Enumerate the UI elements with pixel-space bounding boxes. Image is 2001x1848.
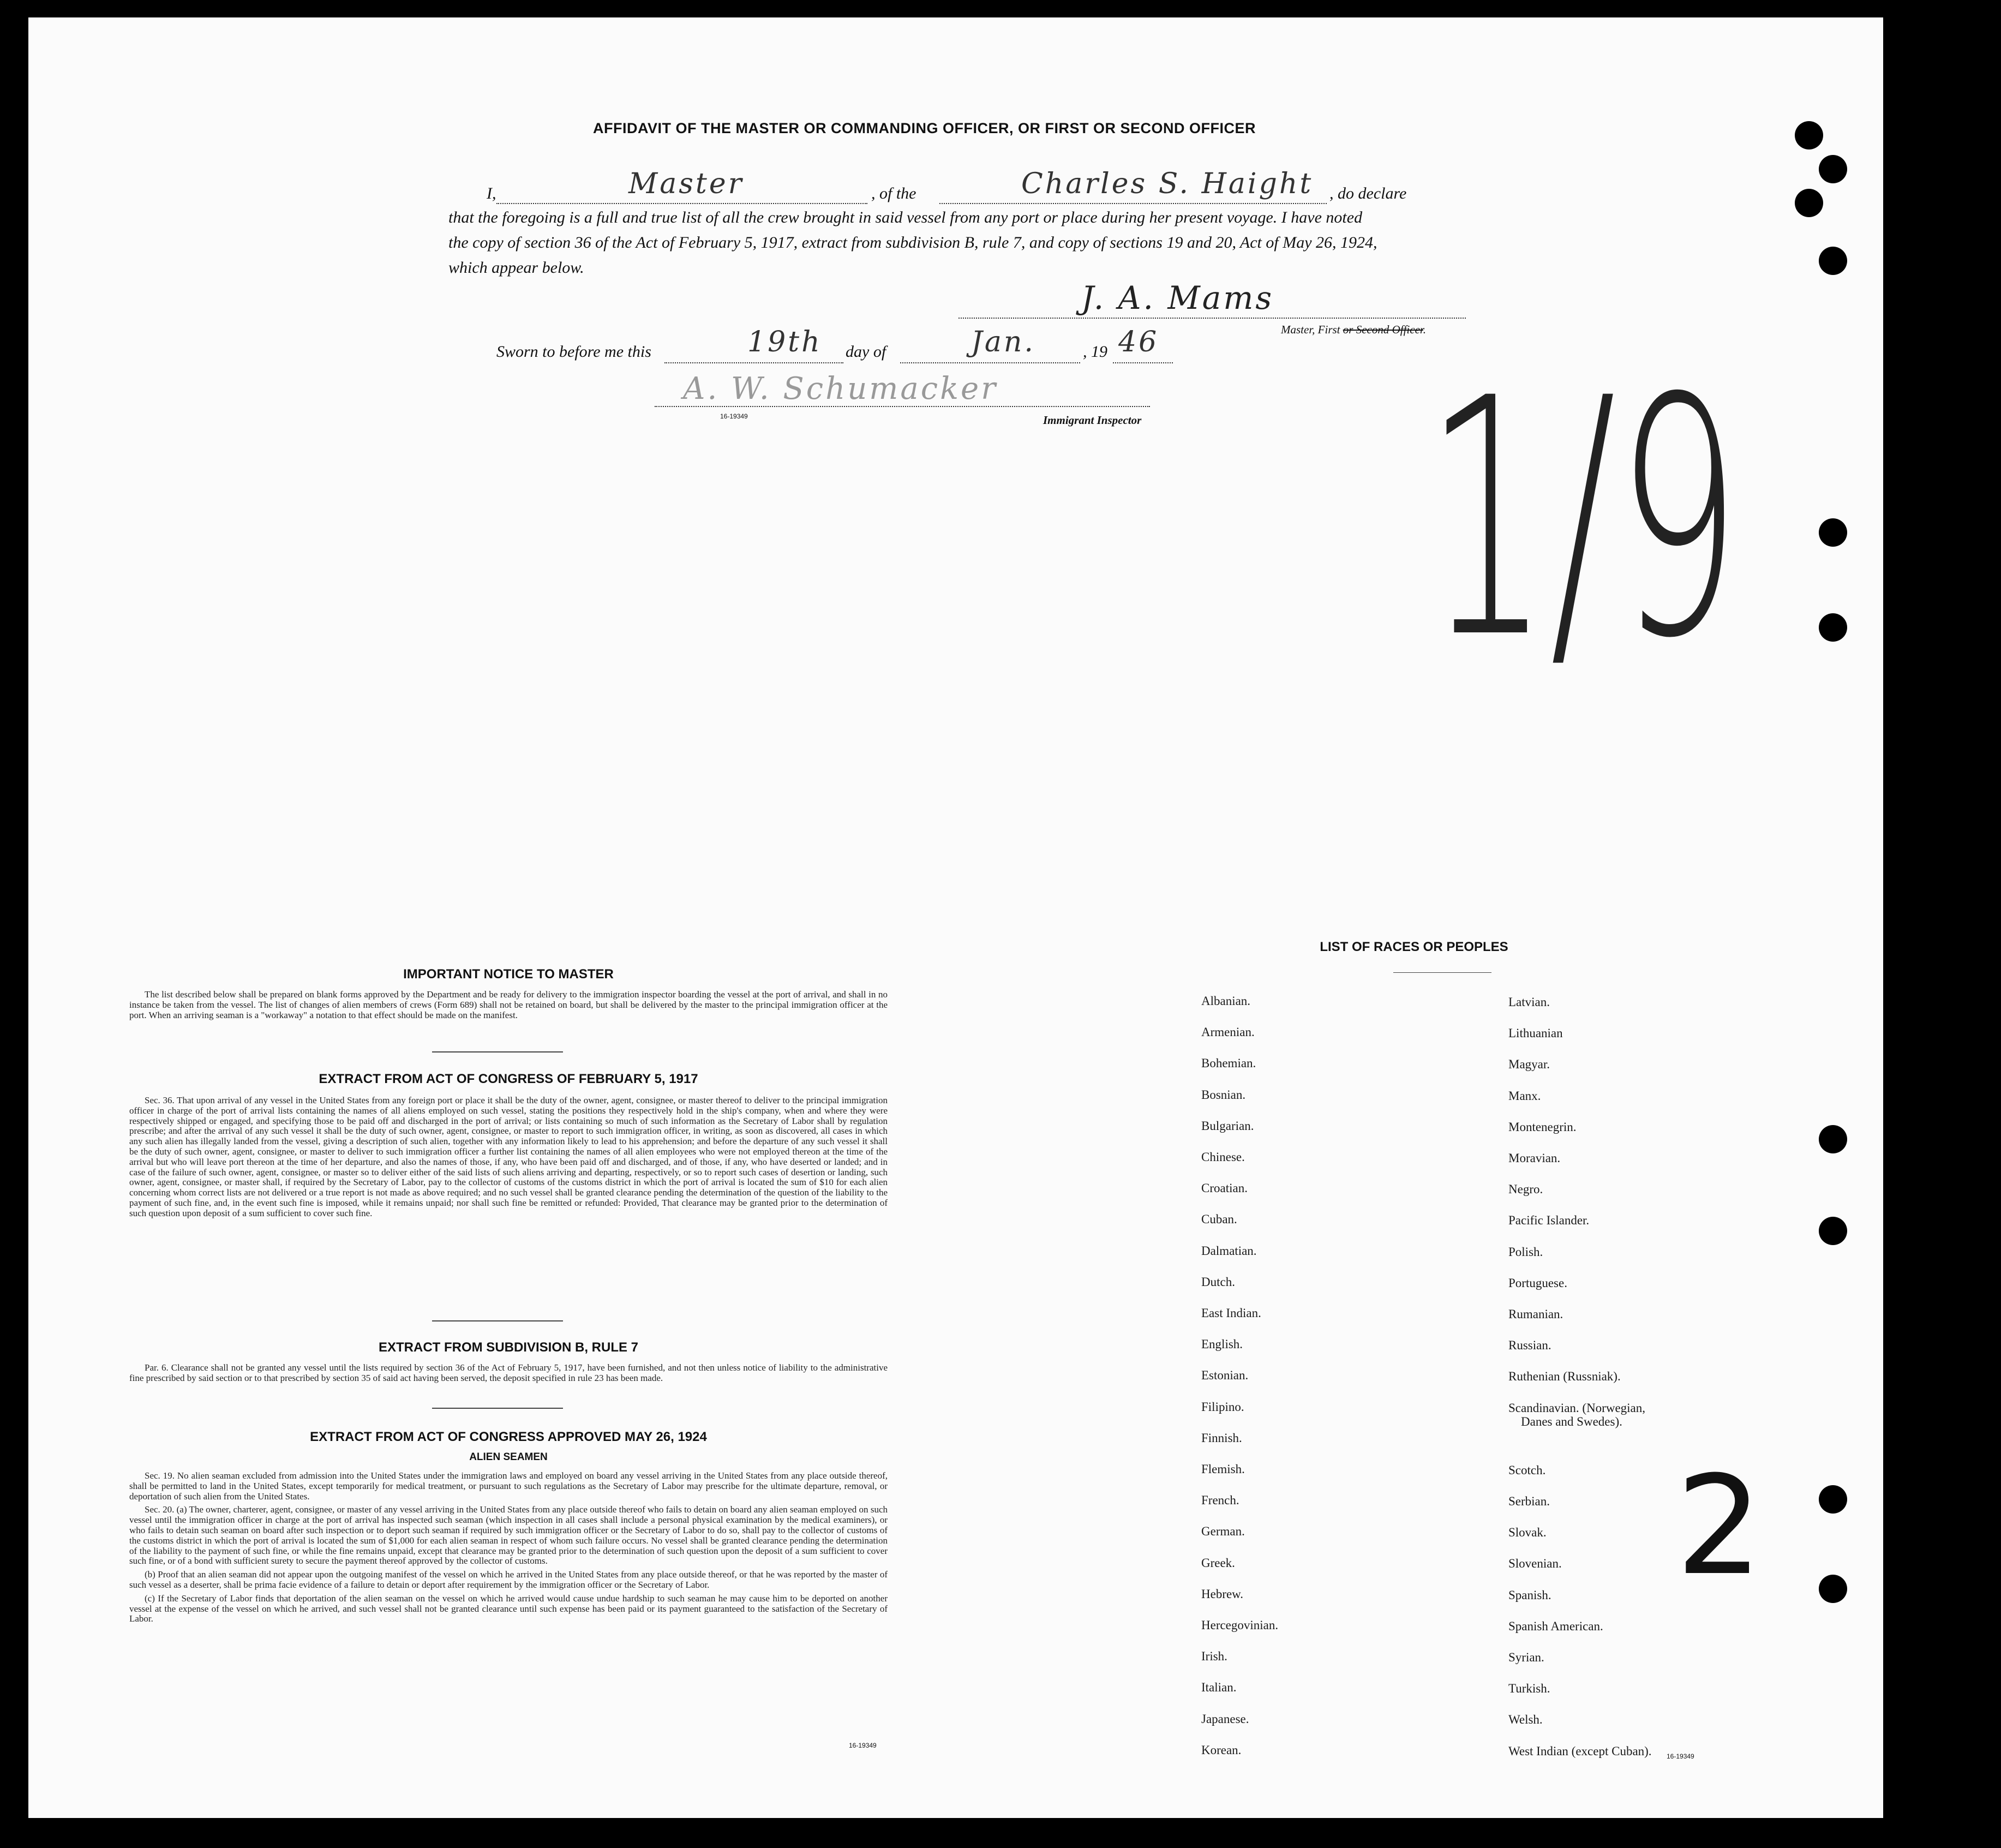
punch-hole [1819, 1485, 1847, 1514]
race-item: Finnish. [1201, 1431, 1242, 1445]
inspector-line [655, 406, 1150, 407]
sworn-label: Sworn to before me this [496, 343, 651, 361]
punch-hole [1795, 121, 1823, 149]
race-item: Magyar. [1508, 1057, 1550, 1072]
do-declare-label: , do declare [1329, 184, 1407, 202]
race-item: Bohemian. [1201, 1056, 1256, 1070]
divider [432, 1320, 563, 1321]
form-number-top: 16-19349 [720, 412, 748, 420]
race-item: Korean. [1201, 1743, 1242, 1757]
form-number-bottom-right: 16-19349 [1667, 1753, 1694, 1760]
race-item: Hebrew. [1201, 1587, 1244, 1601]
race-item: Chinese. [1201, 1150, 1245, 1164]
race-item: Danes and Swedes). [1521, 1414, 1622, 1428]
race-item: Slovak. [1508, 1526, 1547, 1540]
declaration-line-1 [487, 168, 1518, 206]
race-item: Scotch. [1508, 1463, 1546, 1477]
punch-hole [1819, 247, 1847, 275]
of-the-label: , of the [871, 184, 916, 202]
race-item: Negro. [1508, 1182, 1543, 1197]
race-item: Welsh. [1508, 1713, 1543, 1727]
race-item: Greek. [1201, 1556, 1235, 1570]
inspector-signature: A. W. Schumacker [683, 371, 998, 406]
handwritten-day: 19th [747, 326, 822, 358]
divider [432, 1408, 563, 1409]
punch-hole [1819, 155, 1847, 183]
declaration-line-2: that the foregoing is a full and true list of all the crew brought in said vessel from any port or place during her present voyage. I have noted [448, 208, 1363, 226]
race-item: German. [1201, 1524, 1245, 1539]
extract-rule7-text: Par. 6. Clearance shall not be granted any vessel until the lists required by section 36 of the Act of February 5, 1917, have been furnished, and not then unless notice of liability to the administrative fine prescribed by said section or to that prescribed by section 35 of said act having been served, the deposit specified in rule 23 has been made. [129, 1362, 888, 1383]
race-item: Armenian. [1201, 1025, 1255, 1039]
race-item: Serbian. [1508, 1494, 1550, 1508]
race-item: Scandinavian. (Norwegian, [1508, 1401, 1646, 1415]
race-item: Cuban. [1201, 1212, 1237, 1227]
extract-1917-title: EXTRACT FROM ACT OF CONGRESS OF FEBRUARY 5, 1917 [319, 1072, 698, 1086]
alien-seamen-subtitle: ALIEN SEAMEN [469, 1451, 548, 1463]
race-item: Japanese. [1201, 1712, 1249, 1726]
race-item: Italian. [1201, 1680, 1237, 1695]
race-item: Moravian. [1508, 1151, 1561, 1165]
race-item: Flemish. [1201, 1462, 1245, 1476]
race-item: East Indian. [1201, 1306, 1261, 1320]
race-item: Bulgarian. [1201, 1119, 1254, 1133]
year-prefix: , 19 [1083, 343, 1107, 361]
extract-1924-text: Sec. 19. No alien seaman excluded from admission into the United States under the immigration laws and employed on board any vessel arriving in the United States from any place outside thereof, shall be permitted to land in the United States, except temporarily for medical treatment, or pursuant to such regulations as the Secretary of Labor may prescribe for the ultimate departure, removal, or deportation of such alien from the United States. Sec. 20. (a) The owner, charterer, agent, consignee, or master of any vessel arriving in the United States from any place outside thereof who fails to detain on board any alien seaman employed on such vessel until the immigration officer in charge at the port of arrival has inspected such seaman (which inspection in all cases shall include a personal physical examination by the medical examiners), or who fails to detain such seaman on board after such inspection or to deport such seaman if required by such immigration officer or the Secretary of Labor to do so, shall pay to the collector of customs of the customs district in which the port of arrival is located the sum of $1,000 for each alien seaman in respect of whom such failure occurs. No vessel shall be granted clearance pending the determination of the liability to the payment of such fine, or while the fine remains unpaid, except that clearance may be granted prior to the determination of such question upon the deposit of a sum sufficient to cover such fine, or of a bond with sufficient surety to secure the payment thereof approved by the collector of customs. (b) Proof that an alien seaman did not appear upon the outgoing manifest of the vessel on which he arrived in the United States from any place outside thereof, or that he was reported by the master of such vessel as a deserter, shall be prima facie evidence of a failure to detain or deport after requirement by the immigration officer or the Secretary of Labor. (c) If the Secretary of Labor finds that deportation of the alien seaman on the vessel on which he arrived would cause undue hardship to such seaman he may cause him to be deported on another vessel at the expense of the vessel on which he arrived, and such vessel shall not be granted clearance until such expense has been paid or its payment guaranteed to the satisfaction of the Secretary of Labor. [129, 1470, 888, 1624]
race-item: Rumanian. [1508, 1307, 1563, 1321]
race-item: Filipino. [1201, 1400, 1244, 1414]
handwritten-page-mark: 2 [1676, 1446, 1763, 1605]
punch-hole [1795, 189, 1823, 217]
day-of-label: day of [846, 343, 886, 361]
punch-hole [1819, 1575, 1847, 1603]
race-item: Syrian. [1508, 1650, 1544, 1664]
punch-hole [1819, 518, 1847, 547]
declaration-line-4: which appear below. [448, 259, 584, 277]
race-item: Latvian. [1508, 995, 1550, 1009]
race-item: Albanian. [1201, 994, 1251, 1008]
race-item: Montenegrin. [1508, 1120, 1577, 1134]
race-item: Spanish American. [1508, 1619, 1603, 1633]
race-item: Croatian. [1201, 1181, 1248, 1195]
officer-caption: Master, First or Second Officer. [1281, 323, 1426, 336]
master-signature: J. A. Mams [1081, 279, 1274, 316]
handwritten-year: 46 [1118, 326, 1159, 358]
extract-rule7-title: EXTRACT FROM SUBDIVISION B, RULE 7 [378, 1340, 639, 1355]
divider [1393, 972, 1491, 973]
extract-1917-text: Sec. 36. That upon arrival of any vessel in the United States from any foreign port or place it shall be the duty of the owner, agent, consignee, or master thereof to deliver to the principal immigration officer in charge of the port of arrival lists containing the names of all aliens employed on such vessel, stating the positions they respectively hold in the ship's company, when and where they were respectively shipped or engaged, and specifying those to be paid off and discharged in the port of arrival; or lists containing so much of such information as the Secretary of Labor shall by regulation prescribe; and after the arrival of any such vessel it shall be the duty of such owner, agent, consignee, or master to report to such immigration officer, in writing, as soon as discovered, all cases in which any such alien has illegally landed from the vessel, giving a description of such alien, together with any information likely to lead to his apprehension; and before the departure of any such vessel it shall be the duty of such owner, agent, consignee, or master to deliver to such immigration officer a further list containing the names of all alien employees who were not employed thereon at the time of the arrival but who will leave port thereon at the time of her departure, and also the names of those, if any, who have been paid off and discharged, and of those, if any, who have deserted or landed; and in case of the failure of such owner, agent, consignee, or master so to deliver either of the said lists of such aliens arriving and departing, respectively, or so to report such cases of desertion or landing, such owner, agent, consignee, or master shall, if required by the Secretary of Labor, pay to the collector of customs of the customs district in which the port of arrival is located the sum of $10 for each alien concerning whom correct lists are not delivered or a true report is not made as above required; and no such vessel shall be granted clearance pending the determination of the question of the liability to the payment of such fine, and, in the event such fine is imposed, while it remains unpaid; nor shall such fine be remitted or refunded: Provided, That clearance may be granted prior to the determination of such question upon deposit of a sum sufficient to cover such fine. [129, 1095, 888, 1218]
race-item: Turkish. [1508, 1682, 1550, 1696]
race-item: Russian. [1508, 1338, 1551, 1353]
race-item: Dutch. [1201, 1275, 1235, 1289]
declaration-line-3: the copy of section 36 of the Act of February 5, 1917, extract from subdivision B, rule 7, and copy of sections 19 and 20, Act of May 26, 1924, [448, 234, 1377, 252]
race-item: Irish. [1201, 1649, 1227, 1664]
punch-hole [1819, 1125, 1847, 1153]
race-item: Spanish. [1508, 1588, 1551, 1602]
notice-text: The list described below shall be prepared on blank forms approved by the Department and be ready for delivery to the immigration inspector boarding the vessel at the port of arrival, and shall in no instance be taken from the vessel. The list of changes of alien members of crews (Form 689) shall not be retained on board, but shall be delivered by the master to the principal immigration officer at the port. When an arriving seaman is a "workaway" a notation to that effect should be made on the manifest. [129, 989, 888, 1020]
document-page [28, 17, 1883, 1818]
signature-line [958, 318, 1466, 319]
divider [432, 1051, 563, 1052]
handwritten-page-count: 1/9 [1425, 328, 1741, 710]
race-item: English. [1201, 1337, 1243, 1351]
punch-hole [1819, 613, 1847, 642]
races-title: LIST OF RACES OR PEOPLES [1320, 940, 1508, 954]
race-item: Polish. [1508, 1245, 1543, 1259]
inspector-caption: Immigrant Inspector [1043, 414, 1142, 427]
race-item: Lithuanian [1508, 1026, 1563, 1040]
handwritten-rank: Master [628, 168, 744, 200]
race-item: Portuguese. [1508, 1276, 1567, 1290]
affidavit-title: AFFIDAVIT OF THE MASTER OR COMMANDING OFFICER, OR FIRST OR SECOND OFFICER [593, 120, 1256, 136]
handwritten-vessel-name: Charles S. Haight [1021, 168, 1314, 200]
handwritten-month: Jan. [971, 326, 1035, 358]
race-item: Dalmatian. [1201, 1243, 1257, 1258]
race-item: Ruthenian (Russniak). [1508, 1369, 1621, 1384]
race-item: Bosnian. [1201, 1087, 1246, 1102]
race-item: Slovenian. [1508, 1557, 1562, 1571]
punch-hole [1819, 1217, 1847, 1245]
form-number-bottom-left: 16-19349 [849, 1742, 877, 1749]
notice-title: IMPORTANT NOTICE TO MASTER [403, 967, 614, 982]
race-item: Estonian. [1201, 1368, 1249, 1383]
i-label: I, [487, 184, 496, 202]
race-item: Manx. [1508, 1089, 1541, 1103]
race-item: French. [1201, 1493, 1239, 1508]
sworn-line [496, 326, 1206, 364]
extract-1924-title: EXTRACT FROM ACT OF CONGRESS APPROVED MAY 26, 1924 [310, 1430, 707, 1444]
race-item: West Indian (except Cuban). [1508, 1744, 1652, 1758]
race-item: Pacific Islander. [1508, 1213, 1590, 1228]
race-item: Hercegovinian. [1201, 1618, 1279, 1632]
